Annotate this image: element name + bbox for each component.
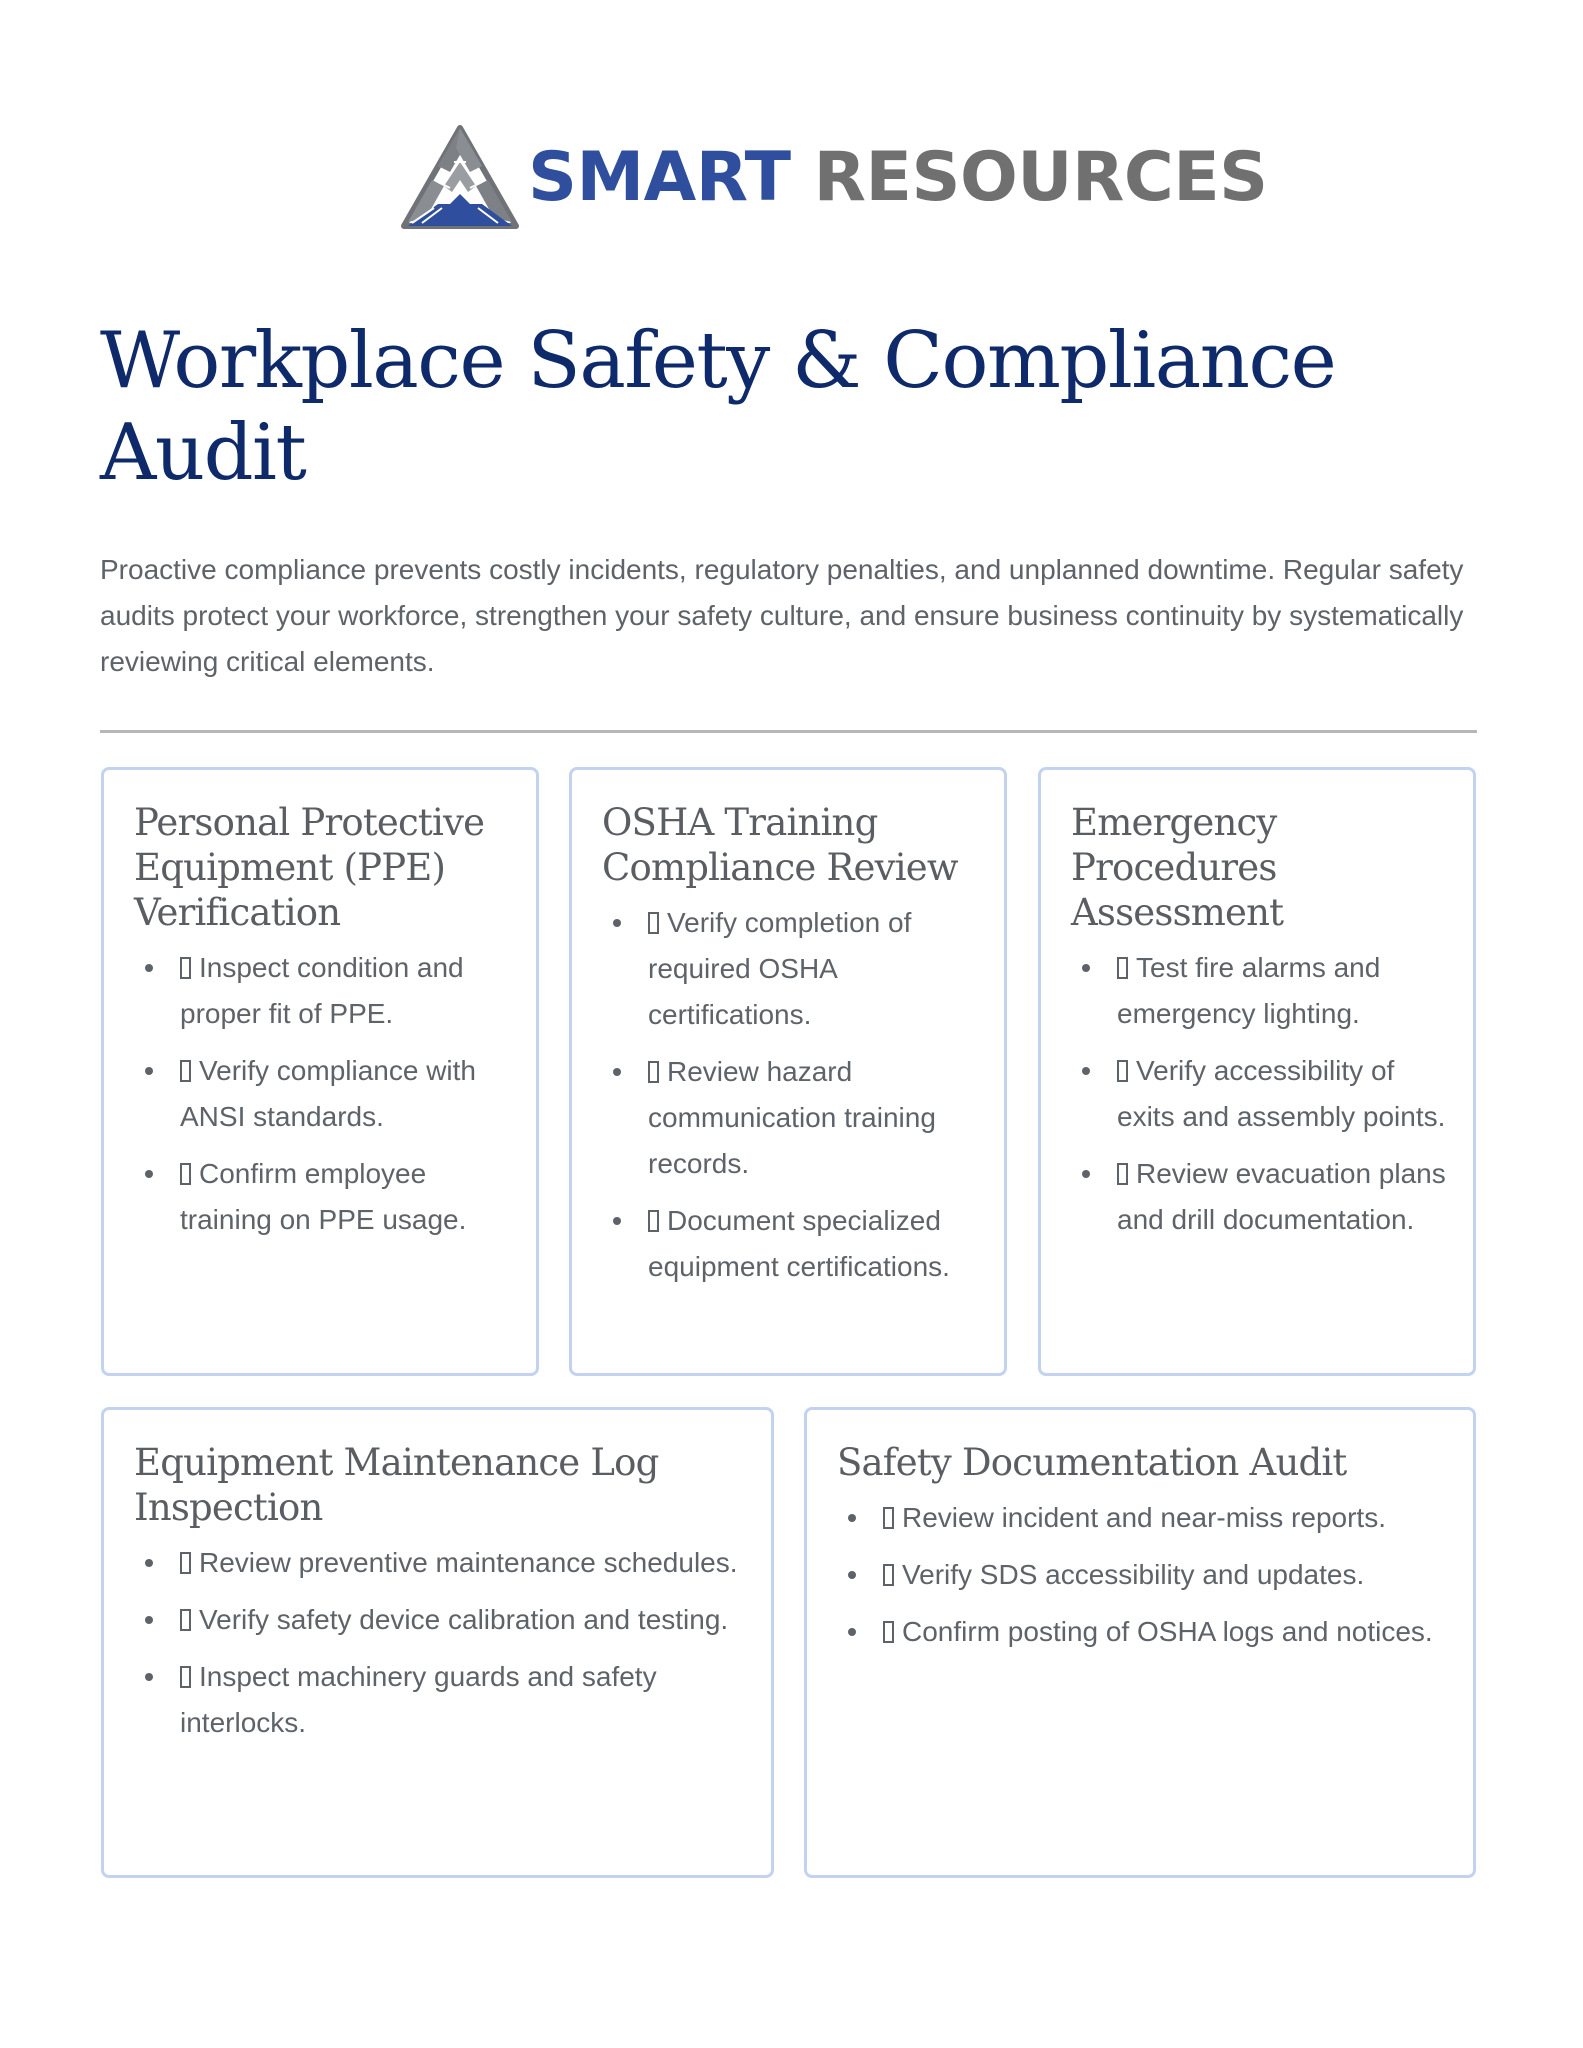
checklist-item-text: Inspect machinery guards and safety interlocks. — [180, 1661, 657, 1738]
checklist-item — [883, 1495, 1449, 1541]
card-heading: Safety Documentation Audit — [837, 1441, 1347, 1484]
checkbox-icon — [648, 1061, 659, 1083]
checklist-item — [648, 900, 980, 1038]
checklist-item — [883, 1609, 1449, 1655]
checklist — [134, 945, 512, 1243]
checklist — [837, 1495, 1449, 1655]
checklist-item — [648, 1049, 980, 1187]
checklist-item — [180, 1540, 747, 1586]
checklist-item-text: Confirm employee training on PPE usage. — [180, 1158, 467, 1235]
checklist-item-text: Review preventive maintenance schedules. — [199, 1547, 738, 1578]
section-divider — [100, 730, 1477, 733]
checkbox-icon — [180, 1060, 191, 1082]
checklist-item — [180, 1597, 747, 1643]
checklist-item-text: Verify completion of required OSHA certifications. — [648, 907, 912, 1030]
logo-word-resources: RESOURCES — [813, 138, 1268, 217]
checkbox-icon — [883, 1564, 894, 1586]
checklist-item-text: Review evacuation plans and drill documentation. — [1117, 1158, 1446, 1235]
checklist-item-text: Verify SDS accessibility and updates. — [902, 1559, 1365, 1590]
checklist — [602, 900, 980, 1290]
checklist-item-text: Verify safety device calibration and testing. — [199, 1604, 729, 1635]
page-title: Workplace Safety & Compliance Audit — [100, 316, 1336, 498]
triangle-hands-logo-icon — [398, 122, 522, 234]
checkbox-icon — [1117, 957, 1128, 979]
company-logo — [398, 118, 1268, 238]
checkbox-icon — [180, 1609, 191, 1631]
checklist-item — [180, 1654, 747, 1746]
osha-training-card — [569, 767, 1007, 1376]
equipment-maintenance-card — [101, 1407, 774, 1878]
checklist-item — [180, 1151, 512, 1243]
safety-documentation-card — [804, 1407, 1476, 1878]
card-heading: Personal Protective Equipment (PPE) Verification — [134, 801, 485, 934]
logo-wordmark — [528, 138, 1268, 217]
checkbox-icon — [180, 957, 191, 979]
card-heading: Emergency Procedures Assessment — [1071, 801, 1284, 934]
checklist-item — [883, 1552, 1449, 1598]
checklist-item-text: Test fire alarms and emergency lighting. — [1117, 952, 1381, 1029]
checklist-item — [1117, 1048, 1449, 1140]
checklist — [1071, 945, 1449, 1243]
checkbox-icon — [648, 1210, 659, 1232]
checkbox-icon — [180, 1163, 191, 1185]
checkbox-icon — [180, 1666, 191, 1688]
checklist-item-text: Confirm posting of OSHA logs and notices. — [902, 1616, 1433, 1647]
checklist-item — [180, 945, 512, 1037]
checkbox-icon — [1117, 1163, 1128, 1185]
checkbox-icon — [883, 1507, 894, 1529]
checklist-item — [180, 1048, 512, 1140]
checklist-item-text: Review incident and near-miss reports. — [902, 1502, 1386, 1533]
checklist-item-text: Verify accessibility of exits and assembly points. — [1117, 1055, 1446, 1132]
checklist-item — [1117, 1151, 1449, 1243]
checkbox-icon — [180, 1552, 191, 1574]
checklist-item — [1117, 945, 1449, 1037]
checklist — [134, 1540, 747, 1746]
checkbox-icon — [648, 912, 659, 934]
checklist-item-text: Verify compliance with ANSI standards. — [180, 1055, 477, 1132]
logo-word-smart: SMART — [528, 138, 791, 217]
checkbox-icon — [1117, 1060, 1128, 1082]
checklist-item — [648, 1198, 980, 1290]
checklist-item-text: Inspect condition and proper fit of PPE. — [180, 952, 464, 1029]
checkbox-icon — [883, 1621, 894, 1643]
intro-paragraph: Proactive compliance prevents costly incidents, regulatory penalties, and unplanned downtime. Regular safety audits protect your workforce, strengthen your safety culture, and ensure business continuity by systematically reviewing critical elements. — [100, 554, 1464, 677]
checklist-item-text: Review hazard communication training records. — [648, 1056, 936, 1179]
checklist-item-text: Document specialized equipment certifications. — [648, 1205, 950, 1282]
ppe-verification-card — [101, 767, 539, 1376]
card-heading: OSHA Training Compliance Review — [602, 801, 958, 889]
card-heading: Equipment Maintenance Log Inspection — [134, 1441, 659, 1529]
emergency-procedures-card — [1038, 767, 1476, 1376]
